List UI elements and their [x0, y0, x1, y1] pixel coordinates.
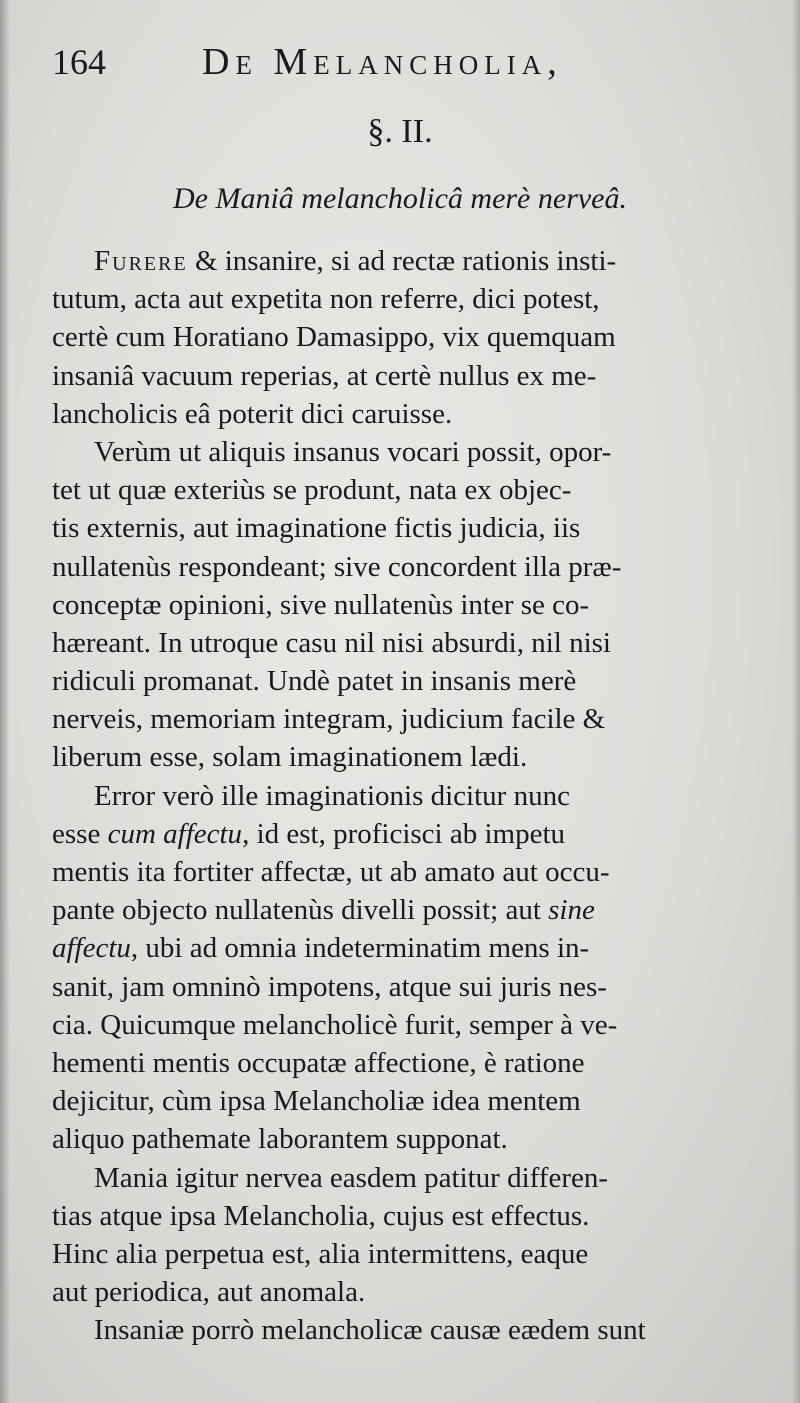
text-line: nullatenùs respondeant; sive concordent illa præ-	[52, 550, 622, 583]
text-line: Error verò ille imaginationis dicitur nunc	[94, 779, 570, 812]
text-line: Mania igitur nervea easdem patitur differen-	[94, 1161, 608, 1194]
section-title: De Maniâ melancholicâ merè nerveâ.	[172, 182, 627, 215]
text-line: Verùm ut aliquis insanus vocari possit, opor-	[94, 435, 612, 468]
text-line: affectu, ubi ad omnia indeterminatim mens in-	[52, 932, 590, 965]
body-text	[52, 242, 756, 1349]
text-line: Furere & insanire, si ad rectæ rationis insti-	[94, 245, 617, 277]
text-line: ridiculi promanat. Undè patet in insanis merè	[52, 665, 577, 698]
text-line: Insaniæ porrò melancholicæ causæ eædem sunt	[94, 1314, 646, 1347]
text-line: sanit, jam omninò impotens, atque sui juris nes-	[52, 970, 607, 1003]
text-line: tias atque ipsa Melancholia, cujus est effectus.	[52, 1199, 590, 1232]
text-line: insaniâ vacuum reperias, at certè nullus ex me-	[52, 359, 597, 392]
text-line: conceptæ opinioni, sive nullatenùs inter se co-	[52, 588, 590, 621]
page-number: 164	[52, 42, 106, 82]
text-line: tet ut quæ exteriùs se produnt, nata ex objec-	[52, 474, 572, 507]
text-line: tis externis, aut imaginatione fictis judicia, iis	[52, 512, 581, 545]
text-line: dejicitur, cùm ipsa Melancholiæ idea mentem	[52, 1085, 581, 1118]
running-head	[52, 40, 612, 90]
text-line: nerveis, memoriam integram, judicium facile &	[52, 703, 606, 736]
italic-phrase: cum affectu	[107, 817, 243, 850]
text-line: tutum, acta aut expetita non referre, dici potest,	[52, 283, 600, 316]
section-number: §. II.	[367, 113, 433, 150]
text-line: mentis ita fortiter affectæ, ut ab amato aut occu-	[52, 856, 610, 888]
italic-phrase: sine	[548, 894, 595, 927]
text-line: esse cum affectu, id est, proficisci ab impetu	[52, 817, 566, 850]
italic-phrase: affectu	[52, 932, 131, 965]
small-caps-word: Furere	[94, 245, 188, 277]
text-line: pante objecto nullatenùs divelli possit; aut sine	[52, 894, 595, 927]
text-line: hementi mentis occupatæ affectione, è ratione	[52, 1046, 585, 1079]
text-line: liberum esse, solam imaginationem lædi.	[52, 741, 528, 774]
text-line: Hinc alia perpetua est, alia intermittens, eaque	[52, 1237, 589, 1270]
text-line: aut periodica, aut anomala.	[52, 1276, 366, 1309]
text-line: aliquo pathemate laborantem supponat.	[52, 1123, 508, 1156]
text-line: cia. Quicumque melancholicè furit, semper à ve-	[52, 1008, 618, 1041]
text-line: hæreant. In utroque casu nil nisi absurdi, nil nisi	[52, 626, 611, 659]
text-line: lancholicis eâ poterit dici caruisse.	[52, 397, 453, 430]
running-title: De Melancholia,	[202, 41, 563, 83]
text-line: certè cum Horatiano Damasippo, vix quemquam	[52, 321, 616, 354]
